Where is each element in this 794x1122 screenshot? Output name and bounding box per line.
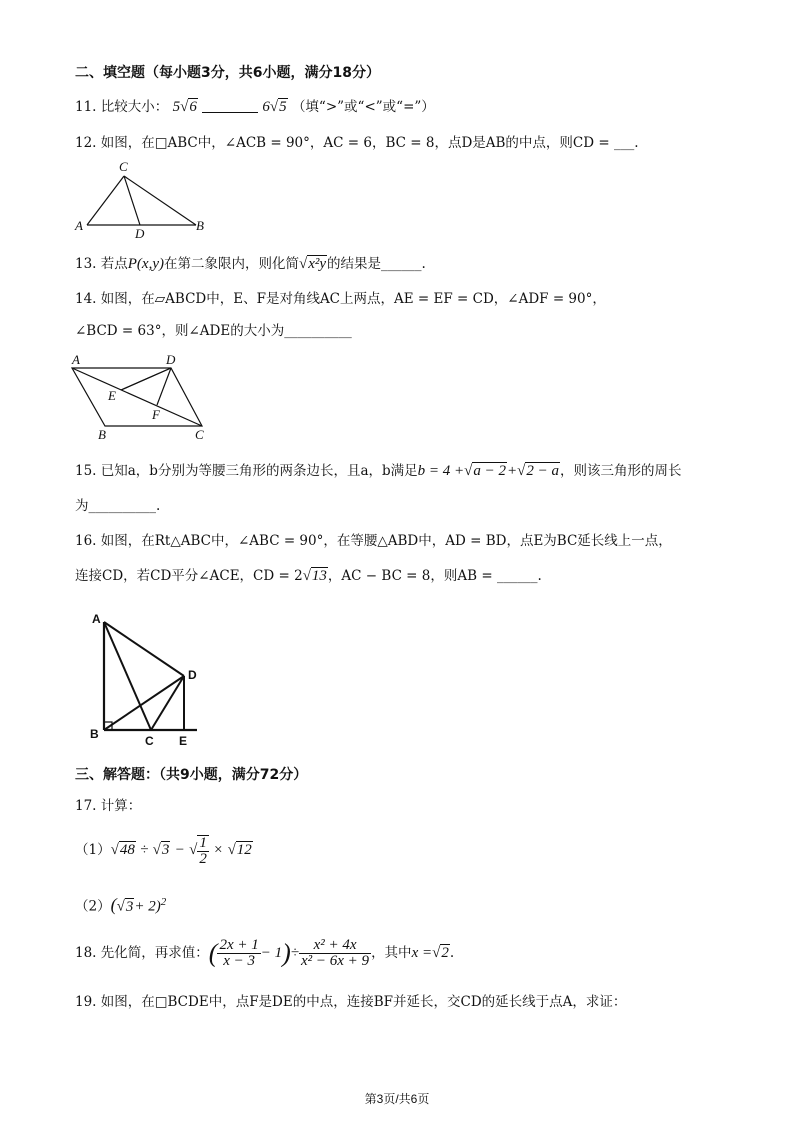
q18-f1-den: x − 3 — [223, 953, 255, 969]
q12-label-c: C — [119, 159, 128, 174]
q16-label-b: B — [90, 727, 99, 741]
section-3-title: 三、解答题：（共9小题，满分72分） — [75, 767, 308, 783]
q14-label-d: D — [166, 352, 176, 367]
q17-p1-minus: − — [174, 842, 185, 858]
q14-label-a: A — [72, 352, 80, 367]
q11-number: 11. — [75, 99, 97, 115]
q17-p2-plus: + 2) — [134, 898, 161, 915]
q18-div: ÷ — [290, 945, 299, 961]
q14-label-c: C — [195, 427, 204, 442]
q11-right-rad: 5 — [279, 99, 287, 115]
q13-point: P(x,y) — [127, 256, 164, 272]
question-13: 13. 若点P(x,y)在第二象限内，则化简√x²y的结果是______. — [75, 256, 426, 272]
q17-p1-r2: 3 — [161, 842, 170, 858]
q17-p1-den: 2 — [199, 850, 207, 867]
q17-p1-num: 1 — [199, 834, 207, 851]
question-14-line1: 14. 如图，在▱ABCD中，E、F是对角线AC上两点，AE = EF = CD，∠ADF = 90°， — [75, 291, 606, 307]
q18-minus1: − 1 — [260, 945, 283, 961]
question-16-line1: 16. 如图，在Rt△ABC中，∠ABC = 90°，在等腰△ABD中，AD = BD，点E为BC延长线上一点， — [75, 533, 672, 549]
q13-post: 的结果是______. — [327, 256, 426, 272]
q18-post: ，其中 — [371, 945, 412, 961]
q11-note: （填“>”或“<”或“=”） — [291, 99, 435, 115]
q17-p1-r3: 12 — [236, 842, 252, 858]
q15-post: ，则该三角形的周长 — [560, 463, 682, 479]
q17-p1-times: × — [213, 842, 224, 858]
q16-label-e: E — [179, 734, 188, 748]
q11-left-rad: 6 — [189, 99, 197, 115]
section-2-title: 二、填空题（每小题3分，共6小题，满分18分） — [75, 65, 380, 81]
q17-p2-open: ( — [110, 894, 117, 915]
question-19: 19. 如图，在□BCDE中，点F是DE的中点，连接BF并延长，交CD的延长线于点A，求证： — [75, 994, 627, 1010]
q17-p2-rad: 3 — [125, 898, 134, 915]
q17-p2-label: （2） — [75, 898, 111, 915]
q16-label-c: C — [145, 734, 154, 748]
q18-f2-den: x² − 6x + 9 — [301, 953, 370, 969]
question-18: 18. 先化简，再求值：( $\frac{2x + 1}{x - 3}$ − 1)÷ $\frac{\text{x² + 4x}}{\text{x² − 6x + 9}}$ ，其中x =√2. — [75, 937, 455, 969]
q16-rad: 13 — [311, 568, 327, 584]
q15-pre: 15. 已知a，b分别为等腰三角形的两条边长，且a，b满足 — [75, 463, 418, 479]
q13-mid: 在第二象限内，则化简 — [163, 256, 299, 272]
q17-p1-div: ÷ — [140, 842, 149, 858]
q18-fraction1 — [217, 938, 260, 969]
q15-eq-b: b = 4 + — [417, 463, 465, 479]
question-12: 12. 如图，在□ABC中，∠ACB = 90°，AC = 6，BC = 8，点D是AB的中点，则CD = ___. — [75, 135, 639, 151]
q16-label-a: A — [92, 612, 101, 626]
q11-text: 比较大小： — [100, 99, 169, 115]
q18-f2-num: x² + 4x — [299, 938, 371, 954]
question-17-part2: $(2)(√3+ 2)^2$ — [75, 894, 167, 915]
q18-xval: x = — [411, 945, 433, 961]
q13-pre: 13. 若点 — [75, 256, 128, 272]
question-17-part1: （1）√48 ÷ √3 − √ $\frac{1}{2}$ × √12 — [75, 834, 252, 867]
q17-p1-r1: 48 — [119, 842, 135, 858]
q14-label-e: E — [108, 388, 116, 403]
q15-plus: + — [507, 463, 518, 479]
question-15-line1: 15. 已知a，b分别为等腰三角形的两条边长，且a，b满足b = 4 +√a − 2+√2 − a，则该三角形的周长 — [75, 463, 682, 479]
question-17-title: 17. 计算： — [75, 798, 142, 814]
q12-label-a: A — [75, 218, 83, 233]
q11-right-coef: 6 — [262, 99, 270, 115]
page-footer: 第3页/共6页 — [364, 1092, 430, 1106]
question-16-line2: 连接CD，若CD平分∠ACE，CD = 2√13，AC − BC = 8，则AB = ______. — [75, 568, 542, 584]
q14-label-f: F — [152, 407, 160, 422]
q18-fraction2 — [299, 938, 371, 969]
q18-xrad: 2 — [441, 945, 449, 961]
q18-pre: 18. 先化简，再求值： — [75, 945, 209, 961]
q16-post: ，AC − BC = 8，则AB = ______. — [327, 568, 542, 584]
q11-left-coef: 5 — [172, 99, 181, 115]
q17-p1-fraction — [197, 835, 209, 867]
q17-p1-label: （1） — [75, 842, 111, 858]
q16-pre: 连接CD，若CD平分∠ACE，CD = 2 — [75, 568, 303, 584]
question-15-line2: 为__________. — [75, 498, 161, 514]
q18-end: . — [449, 945, 455, 961]
q14-label-b: B — [98, 427, 106, 442]
q13-radicand: x²y — [308, 256, 327, 272]
q12-label-b: B — [196, 218, 204, 233]
q17-p2-exp: 2 — [160, 896, 167, 908]
q12-label-d: D — [135, 226, 145, 241]
q16-label-d: D — [188, 668, 197, 682]
q18-f1-num: 2x + 1 — [219, 937, 259, 953]
question-14-line2: ∠BCD = 63°，则∠ADE的大小为__________ — [75, 323, 352, 339]
q15-rad1: a − 2 — [473, 463, 507, 479]
question-11: 11. 比较大小： 5√6 6√5 （填“>”或“<”或“=”） — [75, 99, 435, 115]
q15-rad2: 2 − a — [526, 463, 559, 479]
